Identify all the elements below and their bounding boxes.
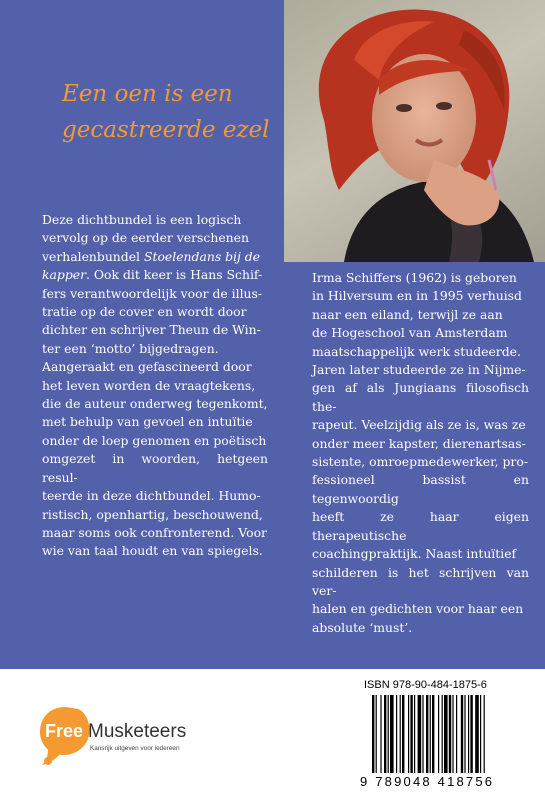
desc-line: Deze dichtbundel is een logisch xyxy=(42,212,242,227)
desc-line: kapper. Ook dit keer is Hans Schif- xyxy=(42,267,263,283)
bio-line: absolute ‘must’. xyxy=(312,619,413,635)
title-line-1: Een oen is een xyxy=(62,81,233,107)
barcode-bar xyxy=(475,695,479,773)
barcode-bar xyxy=(484,695,485,773)
desc-line: met behulp van gevoel en intuïtie xyxy=(42,414,253,430)
barcode-bar xyxy=(426,695,428,773)
ean-number: 9 789048 418756 xyxy=(360,774,495,789)
desc-line: tratie op de cover en wordt door xyxy=(42,304,247,320)
desc-line: ristisch, openhartig, beschouwend, xyxy=(42,506,263,522)
barcode-bar xyxy=(468,695,469,773)
desc-line: wie van taal houdt en van spiegels. xyxy=(42,543,263,559)
bio-line: naar een eiland, terwijl ze aan xyxy=(312,306,503,322)
desc-line: die de auteur onderweg tegenkomt, xyxy=(42,396,268,412)
bio-line: Irma Schiffers (1962) is geboren xyxy=(312,270,517,285)
barcode-bar xyxy=(464,695,465,773)
italic-title: Stoelendans bij de xyxy=(143,248,261,264)
desc-line: teerde in deze dichtbundel. Humo- xyxy=(42,488,261,504)
bio-line: coachingpraktijk. Naast intuïtief xyxy=(312,546,517,562)
bio-line: in Hilversum en in 1995 verhuisd xyxy=(312,288,522,304)
bio-line: maatschappelijk werk studeerde. xyxy=(312,343,521,359)
barcode-bar xyxy=(410,695,412,773)
barcode-bar xyxy=(461,695,463,773)
bio-line: rapeut. Veelzijdig als ze is, was ze xyxy=(312,417,526,433)
barcode-bar xyxy=(390,695,394,773)
barcode-bar xyxy=(449,695,451,773)
barcode-bar xyxy=(438,695,439,773)
bio-line: heeft ze haar eigen therapeutische xyxy=(312,509,529,543)
barcode-bar xyxy=(402,695,404,773)
bio-line: sistente, omroepmedewerker, pro- xyxy=(312,454,529,470)
bio-line: halen en gedichten voor haar een xyxy=(312,601,524,617)
italic-title: kapper xyxy=(42,267,87,283)
barcode-bar xyxy=(384,695,386,773)
author-portrait-icon xyxy=(284,0,545,262)
title-line-2: gecastreerde ezel xyxy=(62,117,270,143)
desc-line: omgezet in woorden, hetgeen resul- xyxy=(42,451,268,485)
desc-line: Aangeraakt en gefascineerd door xyxy=(42,359,252,375)
barcode-bar xyxy=(400,695,401,773)
bio-line: schilderen is het schrijven van ver- xyxy=(312,564,529,598)
barcode-bar xyxy=(480,695,481,773)
publisher-name-part1: Free xyxy=(45,721,84,741)
barcode-bar xyxy=(396,695,397,773)
barcode-bar xyxy=(422,695,423,773)
bio-line: Jaren later studeerde ze in Nijme- xyxy=(312,362,526,378)
bottom-strip xyxy=(0,669,545,800)
bio-line: onder meer kapster, dierenartsas- xyxy=(312,435,526,451)
barcode-bar xyxy=(418,695,422,773)
publisher-name-part2: Musketeers xyxy=(88,721,187,742)
barcode-bar xyxy=(414,695,415,773)
desc-line: dichter en schrijver Theun de Win- xyxy=(42,322,261,338)
desc-line: vervolg op de eerder verschenen xyxy=(42,230,249,246)
barcode-bar xyxy=(408,695,409,773)
barcode-bar xyxy=(380,695,381,773)
barcode-bar xyxy=(444,695,448,773)
desc-line: onder de loep genomen en poëtisch xyxy=(42,432,267,448)
desc-line: fers verantwoordelijk voor de illus- xyxy=(42,285,263,301)
bio-line: gen af als Jungiaans filosofisch the- xyxy=(312,380,529,414)
barcode-bar xyxy=(430,695,431,773)
bio-line: de Hogeschool van Amsterdam xyxy=(312,325,508,341)
isbn-label: ISBN 978-90-484-1875-6 xyxy=(364,679,487,691)
book-title xyxy=(62,76,282,148)
publisher-logo xyxy=(38,699,218,769)
barcode-icon xyxy=(360,695,530,775)
barcode-bar xyxy=(442,695,443,773)
desc-line: het leven worden de vraagtekens, xyxy=(42,377,256,393)
author-photo xyxy=(284,0,545,262)
barcode-bar xyxy=(372,695,374,773)
barcode-bar xyxy=(452,695,453,773)
barcode-bar xyxy=(388,695,389,773)
bio-line: fessioneel bassist en tegenwoordig xyxy=(312,472,529,506)
barcode-bar xyxy=(470,695,472,773)
desc-line: verhalenbundel Stoelendans bij de xyxy=(42,248,261,264)
barcode-bar xyxy=(456,695,457,773)
desc-line: ter een ‘motto’ bijgedragen. xyxy=(42,340,219,356)
book-description xyxy=(42,211,268,561)
author-bio xyxy=(312,269,529,637)
isbn-barcode xyxy=(360,679,530,797)
desc-line: maar soms ook confronterend. Voor xyxy=(42,524,267,540)
barcode-bar xyxy=(376,695,377,773)
barcode-bar xyxy=(432,695,434,773)
publisher-tagline: Kansrijk uitgeven voor iedereen xyxy=(90,745,180,752)
